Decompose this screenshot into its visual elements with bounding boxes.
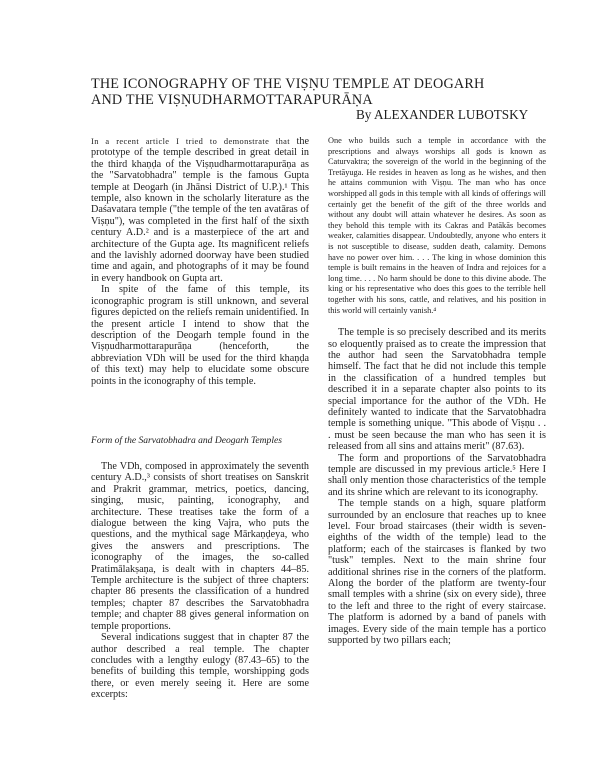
author-byline: By ALEXANDER LUBOTSKY [356, 107, 529, 122]
section-heading: Form of the Sarvatobhadra and Deogarh Temples [91, 435, 282, 446]
paragraph-3: The VDh, composed in approximately the seventh century A.D.,³ consists of short treatises on Sanskrit and Prakrit grammar, metrics, poetics, dancing, singing, music, painting, iconography, and architecture. These treatises take the form of a dialogue between the king Vajra, who puts the questions, and the mythical sage Mārkaṇḍeya, who gives the answers and prescriptions. The iconography of the images, the so-called Pratimālakṣaṇa, is dealt with in chapters 44–85. Temple architecture is the subject of three chapters: chapter 86 presents the classification of a hundred temples; chapter 87 describes the Sarvatobhadra temple; and chapter 88 gives general information on temple proportions. [91, 461, 309, 632]
quote-text: One who builds such a temple in accordance with the prescriptions and always worships all gods is known as Caturvaktra; the sovereign of the world in the beginning of the Tretāyuga. He resides in heaven as long as he wishes, and then he attains communion with Viṣṇu. The man who has once worshipped all gods in this temple with all kinds of offerings will certainly get the benefit of the gift of the three worlds and without any doubt will attain whatever he desires. As soon as they behold this temple with its Cakras and Patākās becomes weaker, calamities disappear. Undoubtedly, anyone who enters it is not susceptible to disease, sudden death, calamity. Demons have no power over him. . . . The king in whose dominion this temple is built remains in the heaven of Indra and rejoices for a long time. . . . No harm should be done to this divine abode. The king or his representative who does this goes to the terrible hell together with his sons, cattle, and relatives, and his position in this world will certainly vanish.⁴ [328, 136, 546, 315]
left-column [91, 136, 309, 387]
title-line-1: THE ICONOGRAPHY OF THE VIṢṆU TEMPLE AT DEOGARH [91, 76, 485, 92]
opening-text: the prototype of the temple described in great detail in the third khaṇḍa of the Viṣṇudharmottarapurāṇa as the "Sarvatobhadra" temple is the famous Gupta temple at Deogarh (in Jhānsi District of U.P.).¹ This temple, also known in the scholarly literature as the Daśavatara temple ("the temple of the ten avatāras of Viṣṇu"), was completed in the first half of the sixth century A.D.² and is a masterpiece of the art and architecture of the Gupta age. Its magnificent reliefs and the lavishly adorned doorway have been studied time and again, and photographs of it may be found in every handbook on Gupta art. [91, 136, 309, 284]
paragraph-4: Several indications suggest that in chapter 87 the author described a real temple. The chapter concludes with a lengthy eulogy (87.43–65) to the benefits of building this temple, worshipping gods there, or even merely seeing it. Here are some excerpts: [91, 632, 309, 701]
paragraph-2: In spite of the fame of this temple, its iconographic program is still unknown, and several figures depicted on the reliefs remain unidentified. In the present article I intend to show that the description of the Deogarh temple found in the Viṣṇudharmottarapurāṇa (henceforth, the abbreviation VDh will be used for the third khaṇḍa of this text) may help to elucidate some obscure points in the iconography of this temple. [91, 284, 309, 387]
left-column-lower [91, 461, 309, 701]
right-column [328, 136, 546, 646]
paragraph-7: The temple stands on a high, square platform surrounded by an enclosure that reaches up to knee level. Four broad staircases (their width is seven-eighths of the width of the temple) lead to the platform; each of the staircases is flanked by two "tusk" temples. Next to the main shrine four additional shrines rise in the corners of the platform. Along the border of the platform are twenty-four small temples with a shrine (six on every side), three to the left and three to the right of every staircase. The platform is adorned by a band of panels with images. Every side of the main temple has a portico supported by two pillars each; [328, 498, 546, 647]
opening-smallcaps: In a recent article I tried to demonstrate that [91, 137, 290, 146]
right-column-body [328, 327, 546, 646]
paragraph-5: The temple is so precisely described and its merits so eloquently praised as to create the impression that the author had seen the Sarvatobhadra temple himself. The fact that he did not include this temple in the classification of a hundred temples but described it in a separate chapter also points to its special importance for the author of the VDh. He definitely wanted to indicate that the Sarvatobhadra temple is something unique. "This abode of Viṣṇu . . . must be seen because the man who has seen it is released from all sins and attains merit" (87.63). [328, 327, 546, 453]
paragraph-6: The form and proportions of the Sarvatobhadra temple are discussed in my previous article.⁵ Here I shall only mention those characteristics of the temple and its shrine which are relevant to its iconography. [328, 452, 546, 498]
block-quote [328, 136, 546, 316]
title-line-2: AND THE VIṢṆUDHARMOTTARAPURĀṆA [91, 92, 373, 108]
opening-paragraph [91, 136, 309, 284]
article-title [91, 76, 531, 108]
